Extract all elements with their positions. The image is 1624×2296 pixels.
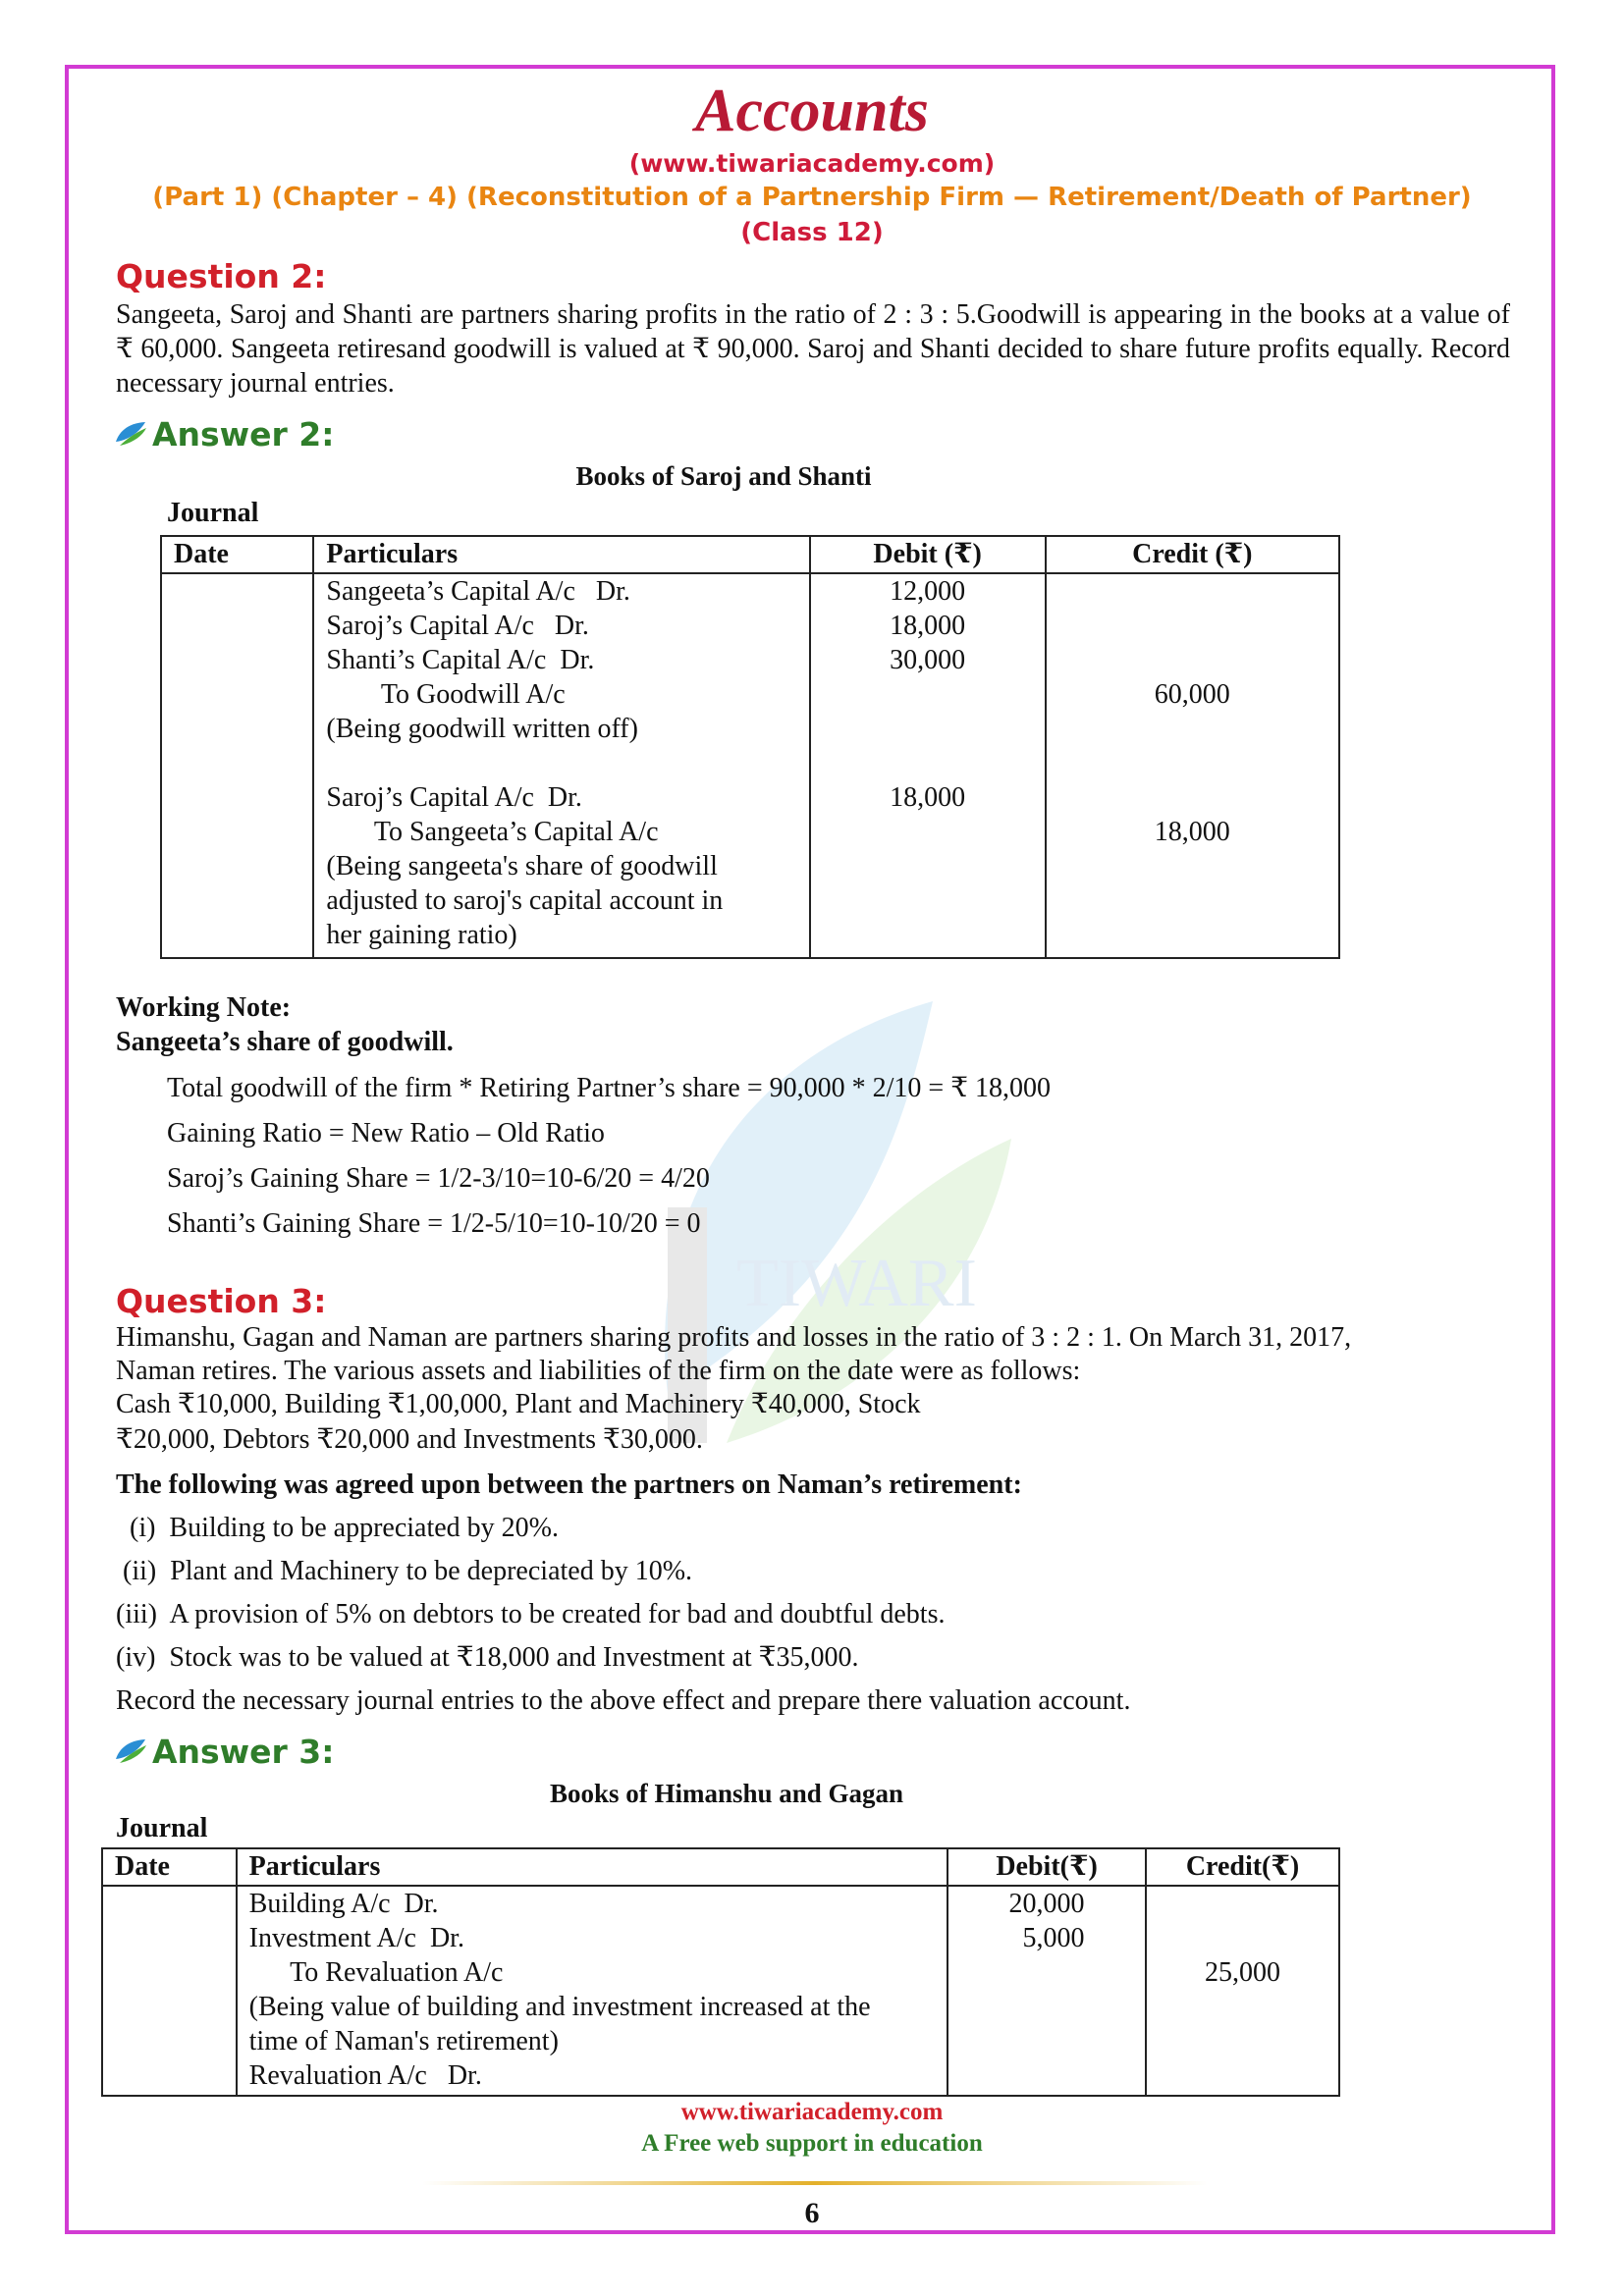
credit-line [1058,574,1326,609]
particulars-line [326,746,796,780]
answer-2-journal-label: Journal [167,498,259,528]
watermark-text: TIWARI [736,1246,977,1321]
column-header-credit: Credit (₹) [1046,536,1339,573]
column-header-credit: Credit(₹) [1146,1848,1339,1886]
credit-line [1159,1921,1326,1955]
question-3-text-line: Himanshu, Gagan and Naman are partners sharing profits and losses in the ratio of 3 : 2 : 1. On March 31, 2017, [116,1322,1352,1353]
debit-line: 20,000 [1008,1889,1085,1919]
debit-line [960,2058,1133,2093]
column-header-debit: Debit(₹) [947,1848,1146,1886]
debit-line: 18,000 [890,782,966,813]
debit-cell [810,573,1046,958]
credit-line [1058,780,1326,815]
answer-2-heading: Answer 2: [152,415,335,454]
question-3-item: (iv) Stock was to be valued at ₹18,000 and Investment at ₹35,000. [116,1642,859,1673]
credit-line: 25,000 [1205,1957,1281,1988]
working-note-subtitle: Sangeeta’s share of goodwill. [116,1027,454,1057]
table-header-row [102,1848,1339,1886]
question-2-heading: Question 2: [116,257,327,295]
question-3-text-line: ₹20,000, Debtors ₹20,000 and Investments ₹30,000. [116,1424,703,1455]
particulars-line: time of Naman's retirement) [248,2026,559,2056]
footer-site-link[interactable]: www.tiwariacademy.com [680,2099,944,2125]
credit-cell [1046,573,1339,958]
particulars-line: (Being sangeeta's share of goodwill [326,851,718,881]
credit-line [1058,746,1326,780]
credit-line [1159,2024,1326,2058]
answer-2-journal-table [160,535,1340,959]
particulars-line: Investment A/c Dr. [248,1923,464,1953]
column-header-particulars: Particulars [237,1848,947,1886]
credit-line [1058,643,1326,677]
tiwari-logo-icon [114,1737,147,1763]
credit-line: 18,000 [1154,817,1230,847]
column-header-date: Date [102,1848,237,1886]
particulars-cell [313,573,809,958]
date-cell [102,1886,237,2096]
question-3-item: (iii) A provision of 5% on debtors to be created for bad and doubtful debts. [116,1599,946,1629]
credit-line: 60,000 [1154,679,1230,710]
debit-line [960,1955,1133,1990]
question-3-agreed-heading: The following was agreed upon between the partners on Naman’s retirement: [116,1469,1022,1500]
debit-line [960,1990,1133,2024]
particulars-line: Sangeeta’s Capital A/c Dr. [326,576,630,607]
question-3-closing: Record the necessary journal entries to the above effect and prepare there valuation account. [116,1685,1131,1716]
particulars-line: Building A/c Dr. [248,1889,439,1919]
particulars-line: Shanti’s Capital A/c Dr. [326,645,595,675]
particulars-line: To Revaluation A/c [248,1957,504,1988]
table-row [102,1886,1339,2096]
date-cell [161,573,313,958]
page-number: 6 [804,2197,820,2229]
credit-line [1159,1887,1326,1921]
debit-line: 12,000 [890,576,966,607]
debit-line [823,815,1033,849]
debit-cell [947,1886,1146,2096]
question-3-item: (i) Building to be appreciated by 20%. [116,1513,559,1543]
tiwari-logo-icon [114,420,147,446]
column-header-particulars: Particulars [313,536,809,573]
debit-line [823,746,1033,780]
page-title: Accounts [695,78,929,144]
particulars-cell [237,1886,947,2096]
credit-line [1058,918,1326,952]
table-header-row [161,536,1339,573]
working-note-line: Total goodwill of the firm * Retiring Partner’s share = 90,000 * 2/10 = ₹ 18,000 [167,1073,1052,1103]
particulars-line: Saroj’s Capital A/c Dr. [326,611,589,641]
working-note-line: Shanti’s Gaining Share = 1/2-5/10=10-10/20 = 0 [167,1208,701,1239]
credit-line [1058,883,1326,918]
credit-line [1159,2058,1326,2093]
question-3-heading: Question 3: [116,1282,327,1320]
particulars-line: To Sangeeta’s Capital A/c [326,817,659,847]
table-row [161,573,1339,958]
credit-line [1058,712,1326,746]
working-note-label: Working Note: [116,992,292,1023]
question-3-text-line: Naman retires. The various assets and liabilities of the firm on the date were as follows: [116,1356,1081,1386]
debit-line [823,712,1033,746]
debit-line [823,918,1033,952]
debit-line [960,2024,1133,2058]
debit-line: 30,000 [890,645,966,675]
question-3-text-line: Cash ₹10,000, Building ₹1,00,000, Plant and Machinery ₹40,000, Stock [116,1389,921,1419]
debit-line: 18,000 [890,611,966,641]
debit-line [823,849,1033,883]
answer-3-book-title: Books of Himanshu and Gagan [549,1779,904,1808]
answer-3-journal-table [101,1847,1340,2097]
class-line: (Class 12) [740,218,884,247]
particulars-line: Revaluation A/c Dr. [248,2060,482,2091]
column-header-date: Date [161,536,313,573]
debit-line [823,677,1033,712]
particulars-line: her gaining ratio) [326,920,517,950]
answer-2-book-title: Books of Saroj and Shanti [575,461,872,491]
credit-line [1159,1990,1326,2024]
working-note-line: Saroj’s Gaining Share = 1/2-3/10=10-6/20 = 4/20 [167,1163,710,1194]
footer-divider [422,2181,1208,2185]
answer-3-journal-label: Journal [116,1813,208,1843]
column-header-debit: Debit (₹) [810,536,1046,573]
question-2-text: Sangeeta, Saroj and Shanti are partners sharing profits in the ratio of 2 : 3 : 5.Goodwill is appearing in the books at a value of ₹ 60,000. Sangeeta retiresand goodwill is valued at ₹ 90,000. Saroj and Shanti decided to share future profits equally. Record necessary journal entries. [116,299,1510,399]
question-3-item: (ii) Plant and Machinery to be depreciated by 10%. [116,1556,693,1586]
header-site-link[interactable]: (www.tiwariacademy.com) [628,149,996,178]
debit-line: 5,000 [1008,1923,1085,1953]
footer-tagline: A Free web support in education [641,2130,983,2157]
answer-3-heading: Answer 3: [152,1733,335,1771]
working-note-line: Gaining Ratio = New Ratio – Old Ratio [167,1118,605,1148]
chapter-line: (Part 1) (Chapter – 4) (Reconstitution of a Partnership Firm — Retirement/Death of Partner) [152,183,1472,212]
particulars-line: Saroj’s Capital A/c Dr. [326,782,582,813]
credit-line [1058,849,1326,883]
particulars-line: (Being goodwill written off) [326,714,638,744]
debit-line [823,883,1033,918]
particulars-line: (Being value of building and investment increased at the [248,1992,871,2022]
particulars-line: To Goodwill A/c [326,679,566,710]
credit-line [1058,609,1326,643]
credit-cell [1146,1886,1339,2096]
particulars-line: adjusted to saroj's capital account in [326,885,724,916]
